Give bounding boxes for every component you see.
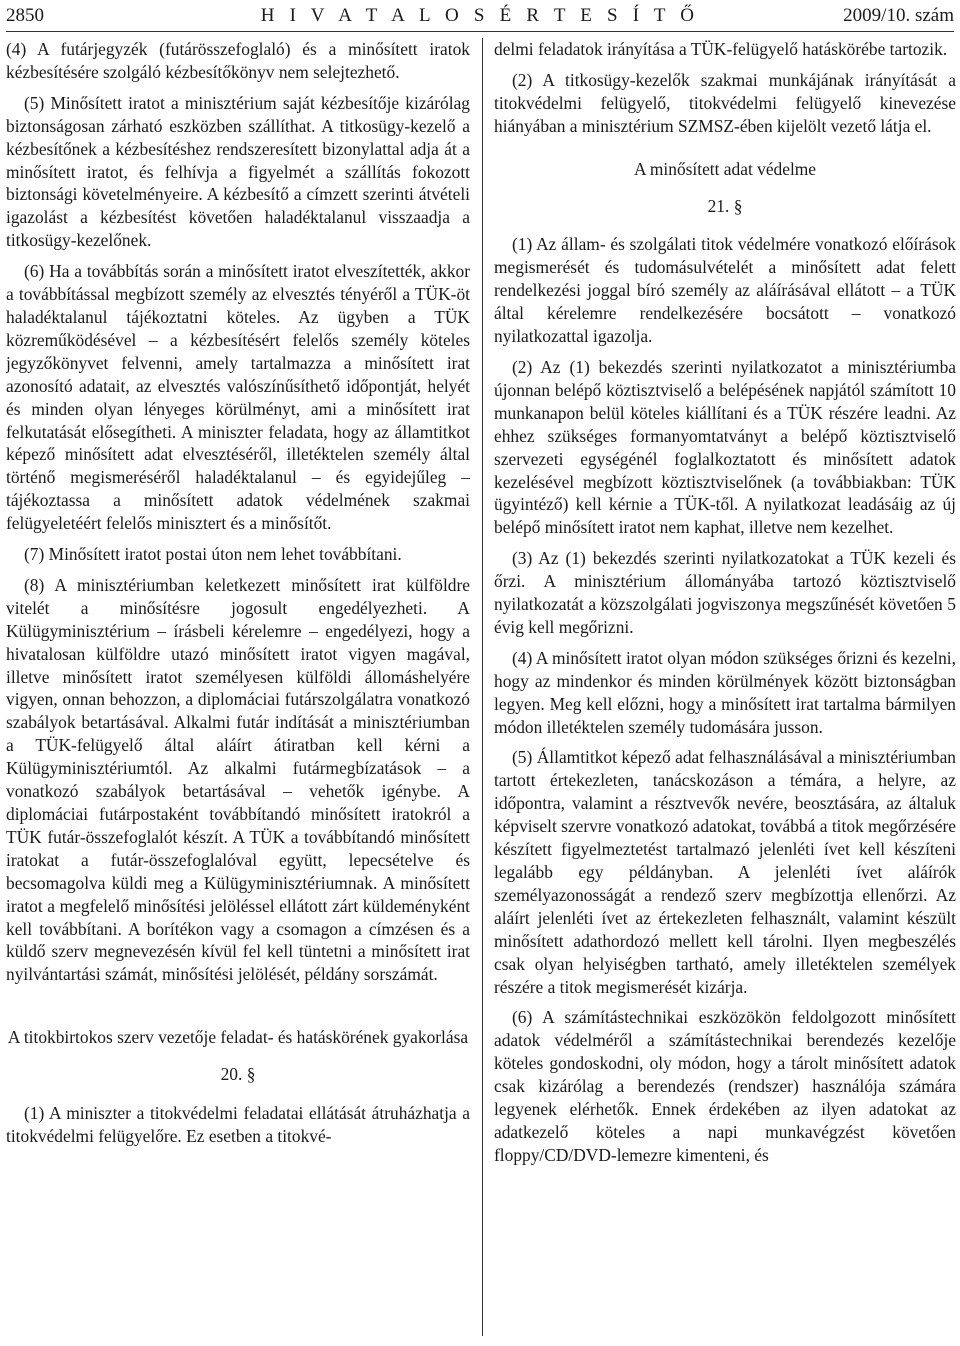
section-heading: A minősített adat védelme xyxy=(633,158,817,179)
paragraph-5: (5) Minősített iratot a minisztérium saját kézbesítője kizárólag biztonságosan zárható eszközben szállíthat. A titkosügy-kezelő a kézbesítőnek a kézbesítéshez rendszeresített bizonylattal adja át a minősített iratot, és felhívja a figyelmét a szállítás fokozott biztonsági követelményeire. A kézbesítő a címzett szerinti átvételi igazolást a kézbesítést követően haladéktalanul visszaadja a titkosügy-kezelőnek. xyxy=(6,92,470,251)
publication-title: H I V A T A L O S É R T E S Í T Ő xyxy=(260,5,700,26)
paragraph-20-2: (2) A titkosügy-kezelők szakmai munkájának irányítását a titokvédelmi felügyelő, titokvédelmi felügyelő kinevezése hiányában a minisztérium SZMSZ-ében kijelölt vezető látja el. xyxy=(494,69,956,136)
running-header xyxy=(6,4,954,30)
section-number: 21. § xyxy=(707,195,743,216)
section-number: 20. § xyxy=(220,1064,256,1085)
right-column xyxy=(494,38,956,1346)
paragraph-21-5: (5) Államtitkot képező adat felhasználásával a minisztériumban tartott értekezleten, tanácskozáson a témára, a helyre, az időpontra, valamint a résztvevők nevére, beosztására, az általuk képviselt szervre vonatkozó adatokat, továbbá a titok megőrzésére készített figyelmeztetést tartalmazó jelenléti ívet kell készíteni legalább egy példányban. A jelenléti ívet aláírók személyazonosságát a rendező szerv megbízottja ellenőrzi. Az aláírt jelenléti ívet az értekezleten felhasznált, valamint készült minősített adathordozó mellett kell tárolni. Ilyen megbeszélés csak olyan helyiségben tartható, amely illetéktelen személyek részére a titok megismerését kizárja. xyxy=(494,747,956,997)
page-number: 2850 xyxy=(6,5,44,26)
column-divider xyxy=(482,38,483,1336)
paragraph-21-1: (1) Az állam- és szolgálati titok védelmére vonatkozó előírások megismerését és tudomásulvételét a minősített adat felett rendelkezési joggal bíró személy az aláírásával ellátott – a TÜK által kérelemre rendelkezésére bocsátott – vonatkozó nyilatkozattal igazolja. xyxy=(494,234,956,347)
section-heading: A titokbirtokos szerv vezetője feladat- és hatáskörének gyakorlása xyxy=(7,1027,469,1048)
paragraph-continuation: delmi feladatok irányítása a TÜK-felügyelő hatáskörébe tartozik. xyxy=(494,39,948,59)
paragraph-7: (7) Minősített iratot postai úton nem lehet továbbítani. xyxy=(24,544,402,565)
paragraph-21-4: (4) A minősített iratot olyan módon szükséges őrizni és kezelni, hogy az mindenkor és minden körülmények között biztonságban legyen. Meg kell előzni, hogy a minősített irat tartalma bármilyen módon illetéktelen személy tudomására jusson. xyxy=(494,647,956,737)
paragraph-21-3: (3) Az (1) bekezdés szerinti nyilatkozatokat a TÜK kezeli és őrzi. A minisztérium állományába tartozó köztisztviselő nyilatkozatát a közszolgálati jogviszonya megszűnését követően 5 évig kell megőrizni. xyxy=(494,548,956,637)
paragraph-20-1: (1) A miniszter a titokvédelmi feladatai ellátását átruházhatja a titokvédelmi felügyelőre. Ez esetben a titokvé- xyxy=(6,1103,470,1146)
paragraph-21-6: (6) A számítástechnikai eszközökön feldolgozott minősített adatok védelméről a számítástechnikai berendezés kezelője köteles gondoskodni, oly módon, hogy a tárolt minősített adatok csak kizárólag a berendezés (rendszer) használója számára legyenek elérhetők. Ennek érdekében az ilyen adatokat az adatkezelő köteles a napi munkavégzést követően floppy/CD/DVD-lemezre kimenteni, és xyxy=(494,1007,956,1165)
paragraph-8: (8) A minisztériumban keletkezett minősített irat külföldre vitelét a minősítésre jogosult engedélyezheti. A Külügyminisztérium – írásbeli kérelemre – engedélyezi, hogy a hivatalosan külföldre utazó minősített iratot vigyen magával, illetve minősített iratot személyesen külföldi állomáshelyére vigyen, onnan behozzon, a diplomáciai futárszolgálatra vonatkozó szabályok betartásával. Alkalmi futár indítását a minisztériumban a TÜK-felügyelő által aláírt átiratban kell kérni a Külügyminisztériumtól. Az alkalmi futármegbízatások – a vonatkozó szabályok betartásával – vehetők igénybe. A diplomáciai futárpostaként továbbítandó minősített iratokról a TÜK futár-összefoglalót készít. A TÜK a továbbítandó minősített iratokat a futár-összefoglalóval együtt, lepecsételve és becsomagolva küldi meg a Külügyminisztériumnak. A minősített iratot a megfelelő minősítési jelöléssel ellátott zárt küldeményként kell továbbítani. A borítékon vagy a csomagon a címzésen és a küldő szerv megnevezésén kívül fel kell tüntetni a minősített irat nyilvántartási számát, minősítési jelölését, példány sorszámát. xyxy=(6,574,470,985)
paragraph-4: (4) A futárjegyzék (futárösszefoglaló) és a minősített iratok kézbesítésére szolgáló kézbesítőkönyv nem selejtezhető. xyxy=(6,39,470,82)
paragraph-6: (6) Ha a továbbítás során a minősített iratot elveszítették, akkor a továbbítással megbízott személy az elvesztés tényéről a TÜK-öt haladéktalanul tájékoztatni köteles. Az ügyben a TÜK közreműködésével – a kézbesítésért felelős személy köteles jegyzőkönyvet felvenni, amely tartalmazza a minősített irat azonosító adatait, az elvesztés valószínűsíthető időpontját, helyét és minden olyan lényeges körülményt, ami a minősített irat felkutatását elősegítheti. A miniszter feladata, hogy az államtitkot képező minősített adat elvesztéséről, illetéktelen személy által történő megismeréséről haladéktalanul – és egyidejűleg – tájékoztassa a minősített adatok védelmének szakmai felügyeletéért felelős minisztert és a minősítőt. xyxy=(6,261,470,534)
issue-number: 2009/10. szám xyxy=(843,5,954,26)
paragraph-21-2: (2) Az (1) bekezdés szerinti nyilatkozatot a minisztériumba újonnan belépő köztisztviselő a belépésének napjától számított 10 munkanapon belül köteles kiállítani és a TÜK részére leadni. Az ehhez szükséges formanyomtatványt a belépő köztisztviselő szervezeti egységénél foglalkoztatott és minősített adatok kezelésével megbízott köztisztviselőnek (a továbbiakban: TÜK ügyintéző) kell kérnie a TÜK-től. A nyilatkozat leadásáig az új belépő minősített iratot nem kaphat, illetve nem kezelhet. xyxy=(494,356,956,538)
left-column xyxy=(6,38,470,1346)
header-rule xyxy=(6,31,954,32)
